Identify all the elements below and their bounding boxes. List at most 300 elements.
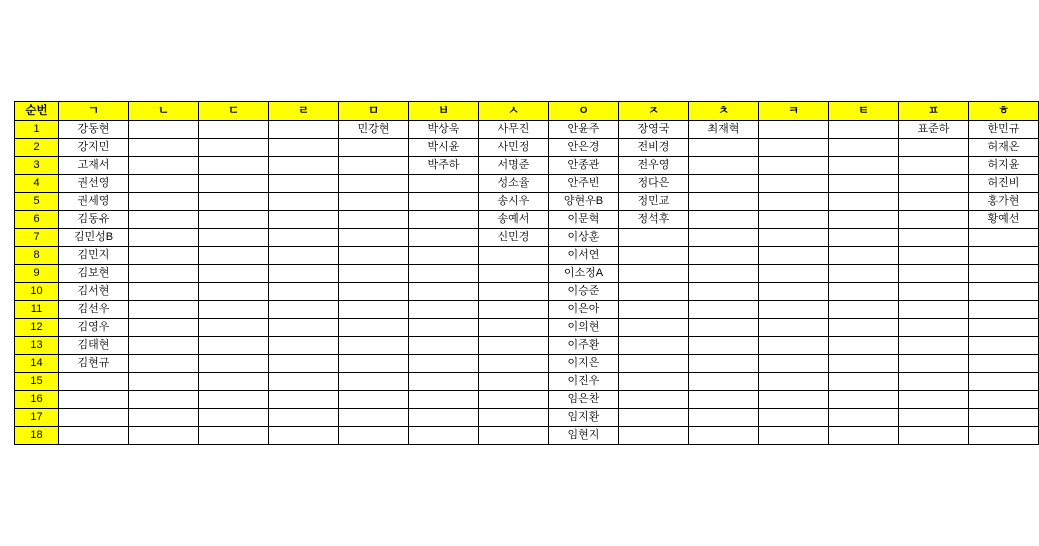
row-number-cell[interactable]: 8 bbox=[15, 247, 59, 265]
name-cell[interactable] bbox=[269, 283, 339, 301]
table-row bbox=[15, 211, 1039, 229]
name-cell[interactable] bbox=[759, 229, 829, 247]
name-cell[interactable] bbox=[969, 373, 1039, 391]
name-cell[interactable] bbox=[479, 337, 549, 355]
row-number-cell[interactable]: 14 bbox=[15, 355, 59, 373]
name-cell[interactable] bbox=[619, 355, 689, 373]
name-cell[interactable]: 김선우 bbox=[59, 301, 129, 319]
name-cell[interactable] bbox=[199, 391, 269, 409]
name-cell[interactable]: 허지윤 bbox=[969, 157, 1039, 175]
name-cell[interactable] bbox=[269, 247, 339, 265]
row-number-cell[interactable]: 16 bbox=[15, 391, 59, 409]
name-cell[interactable] bbox=[269, 373, 339, 391]
name-cell[interactable] bbox=[339, 301, 409, 319]
name-cell[interactable] bbox=[409, 427, 479, 445]
name-cell[interactable] bbox=[829, 121, 899, 139]
name-cell[interactable]: 사무진 bbox=[479, 121, 549, 139]
name-cell[interactable] bbox=[129, 175, 199, 193]
name-cell[interactable] bbox=[759, 265, 829, 283]
column-header-13[interactable]: ㅍ bbox=[899, 102, 969, 121]
name-cell[interactable] bbox=[269, 301, 339, 319]
table-row bbox=[15, 247, 1039, 265]
name-cell[interactable] bbox=[899, 157, 969, 175]
name-cell[interactable] bbox=[339, 373, 409, 391]
name-cell[interactable] bbox=[829, 427, 899, 445]
name-cell[interactable] bbox=[409, 229, 479, 247]
name-cell[interactable] bbox=[759, 355, 829, 373]
table-row bbox=[15, 265, 1039, 283]
name-cell[interactable] bbox=[199, 229, 269, 247]
name-cell[interactable] bbox=[689, 337, 759, 355]
column-header-8[interactable]: ㅇ bbox=[549, 102, 619, 121]
name-cell[interactable] bbox=[689, 211, 759, 229]
column-header-9[interactable]: ㅈ bbox=[619, 102, 689, 121]
name-cell[interactable]: 정석후 bbox=[619, 211, 689, 229]
row-number-cell[interactable]: 18 bbox=[15, 427, 59, 445]
row-number-cell[interactable]: 7 bbox=[15, 229, 59, 247]
name-cell[interactable] bbox=[129, 139, 199, 157]
name-cell[interactable] bbox=[339, 409, 409, 427]
name-cell[interactable] bbox=[269, 157, 339, 175]
name-cell[interactable]: 김현규 bbox=[59, 355, 129, 373]
name-cell[interactable] bbox=[899, 247, 969, 265]
name-cell[interactable] bbox=[969, 409, 1039, 427]
name-cell[interactable] bbox=[339, 247, 409, 265]
name-cell[interactable] bbox=[409, 409, 479, 427]
name-cell[interactable] bbox=[129, 121, 199, 139]
name-cell[interactable] bbox=[969, 427, 1039, 445]
row-number-cell[interactable]: 17 bbox=[15, 409, 59, 427]
name-cell[interactable]: 박주하 bbox=[409, 157, 479, 175]
name-cell[interactable] bbox=[969, 301, 1039, 319]
row-number-cell[interactable]: 2 bbox=[15, 139, 59, 157]
name-cell[interactable] bbox=[899, 319, 969, 337]
name-cell[interactable] bbox=[619, 229, 689, 247]
name-cell[interactable] bbox=[339, 337, 409, 355]
name-cell[interactable] bbox=[199, 355, 269, 373]
name-cell[interactable] bbox=[899, 193, 969, 211]
table-row bbox=[15, 427, 1039, 445]
name-cell[interactable]: 김서현 bbox=[59, 283, 129, 301]
name-cell[interactable] bbox=[129, 265, 199, 283]
name-cell[interactable] bbox=[269, 121, 339, 139]
column-header-5[interactable]: ㅁ bbox=[339, 102, 409, 121]
column-header-0[interactable]: 순번 bbox=[15, 102, 59, 121]
name-cell[interactable]: 이진우 bbox=[549, 373, 619, 391]
name-cell[interactable] bbox=[339, 211, 409, 229]
name-cell[interactable] bbox=[829, 355, 899, 373]
row-number-cell[interactable]: 12 bbox=[15, 319, 59, 337]
name-cell[interactable]: 고재서 bbox=[59, 157, 129, 175]
row-number-cell[interactable]: 4 bbox=[15, 175, 59, 193]
name-cell[interactable] bbox=[619, 427, 689, 445]
name-cell[interactable]: 사민정 bbox=[479, 139, 549, 157]
name-cell[interactable] bbox=[759, 337, 829, 355]
name-cell[interactable] bbox=[899, 373, 969, 391]
name-cell[interactable] bbox=[899, 337, 969, 355]
name-cell[interactable] bbox=[689, 247, 759, 265]
name-cell[interactable] bbox=[689, 139, 759, 157]
name-cell[interactable] bbox=[689, 427, 759, 445]
name-cell[interactable] bbox=[269, 139, 339, 157]
name-cell[interactable] bbox=[409, 283, 479, 301]
name-cell[interactable] bbox=[339, 229, 409, 247]
name-cell[interactable]: 박시윤 bbox=[409, 139, 479, 157]
name-cell[interactable]: 강동현 bbox=[59, 121, 129, 139]
name-cell[interactable] bbox=[129, 301, 199, 319]
name-cell[interactable] bbox=[969, 229, 1039, 247]
name-cell[interactable] bbox=[199, 157, 269, 175]
name-cell[interactable] bbox=[619, 337, 689, 355]
name-cell[interactable] bbox=[759, 373, 829, 391]
name-cell[interactable] bbox=[689, 319, 759, 337]
column-header-3[interactable]: ㄷ bbox=[199, 102, 269, 121]
name-cell[interactable]: 허재온 bbox=[969, 139, 1039, 157]
column-header-7[interactable]: ㅅ bbox=[479, 102, 549, 121]
name-cell[interactable] bbox=[759, 427, 829, 445]
name-cell[interactable] bbox=[829, 319, 899, 337]
name-cell[interactable]: 정민교 bbox=[619, 193, 689, 211]
name-cell[interactable] bbox=[199, 193, 269, 211]
name-cell[interactable] bbox=[129, 409, 199, 427]
name-cell[interactable] bbox=[129, 157, 199, 175]
name-cell[interactable] bbox=[129, 355, 199, 373]
name-cell[interactable] bbox=[829, 337, 899, 355]
name-cell[interactable]: 이문혁 bbox=[549, 211, 619, 229]
name-cell[interactable] bbox=[759, 193, 829, 211]
name-cell[interactable]: 김보현 bbox=[59, 265, 129, 283]
name-cell[interactable] bbox=[969, 355, 1039, 373]
name-cell[interactable]: 이주환 bbox=[549, 337, 619, 355]
name-cell[interactable] bbox=[199, 247, 269, 265]
name-cell[interactable] bbox=[689, 355, 759, 373]
name-cell[interactable] bbox=[619, 283, 689, 301]
name-cell[interactable] bbox=[899, 355, 969, 373]
name-cell[interactable] bbox=[619, 319, 689, 337]
table-row bbox=[15, 121, 1039, 139]
name-cell[interactable] bbox=[899, 229, 969, 247]
name-cell[interactable]: 권선영 bbox=[59, 175, 129, 193]
name-cell[interactable] bbox=[759, 409, 829, 427]
name-cell[interactable] bbox=[269, 175, 339, 193]
row-number-cell[interactable]: 10 bbox=[15, 283, 59, 301]
name-cell[interactable] bbox=[899, 265, 969, 283]
name-cell[interactable] bbox=[759, 301, 829, 319]
name-cell[interactable] bbox=[969, 337, 1039, 355]
name-cell[interactable] bbox=[829, 373, 899, 391]
name-cell[interactable] bbox=[759, 391, 829, 409]
name-cell[interactable] bbox=[199, 175, 269, 193]
name-cell[interactable] bbox=[479, 355, 549, 373]
name-cell[interactable] bbox=[269, 409, 339, 427]
name-cell[interactable]: 신민경 bbox=[479, 229, 549, 247]
column-header-1[interactable]: ㄱ bbox=[59, 102, 129, 121]
name-cell[interactable] bbox=[269, 265, 339, 283]
name-cell[interactable] bbox=[269, 337, 339, 355]
name-cell[interactable] bbox=[619, 391, 689, 409]
name-cell[interactable] bbox=[689, 409, 759, 427]
name-cell[interactable] bbox=[689, 229, 759, 247]
name-cell[interactable]: 송시우 bbox=[479, 193, 549, 211]
row-number-cell[interactable]: 6 bbox=[15, 211, 59, 229]
name-cell[interactable] bbox=[969, 391, 1039, 409]
name-cell[interactable] bbox=[59, 391, 129, 409]
name-cell[interactable] bbox=[129, 211, 199, 229]
name-cell[interactable]: 안은경 bbox=[549, 139, 619, 157]
name-cell[interactable] bbox=[689, 283, 759, 301]
name-cell[interactable]: 표준하 bbox=[899, 121, 969, 139]
name-cell[interactable]: 권세영 bbox=[59, 193, 129, 211]
row-number-cell[interactable]: 11 bbox=[15, 301, 59, 319]
name-cell[interactable] bbox=[129, 229, 199, 247]
name-cell[interactable] bbox=[199, 319, 269, 337]
column-header-6[interactable]: ㅂ bbox=[409, 102, 479, 121]
table-row bbox=[15, 175, 1039, 193]
name-cell[interactable] bbox=[129, 247, 199, 265]
name-cell[interactable]: 이의현 bbox=[549, 319, 619, 337]
name-cell[interactable] bbox=[409, 373, 479, 391]
name-cell[interactable]: 안주빈 bbox=[549, 175, 619, 193]
name-cell[interactable]: 황예선 bbox=[969, 211, 1039, 229]
column-header-12[interactable]: ㅌ bbox=[829, 102, 899, 121]
row-number-cell[interactable]: 1 bbox=[15, 121, 59, 139]
column-header-14[interactable]: ㅎ bbox=[969, 102, 1039, 121]
name-cell[interactable]: 이소정A bbox=[549, 265, 619, 283]
name-cell[interactable] bbox=[199, 427, 269, 445]
name-cell[interactable] bbox=[59, 373, 129, 391]
name-cell[interactable] bbox=[199, 301, 269, 319]
name-cell[interactable] bbox=[479, 427, 549, 445]
name-cell[interactable] bbox=[199, 283, 269, 301]
name-cell[interactable]: 김영우 bbox=[59, 319, 129, 337]
column-header-11[interactable]: ㅋ bbox=[759, 102, 829, 121]
name-cell[interactable] bbox=[409, 391, 479, 409]
name-cell[interactable]: 이서연 bbox=[549, 247, 619, 265]
name-cell[interactable] bbox=[899, 409, 969, 427]
name-cell[interactable] bbox=[199, 121, 269, 139]
name-cell[interactable] bbox=[899, 211, 969, 229]
name-cell[interactable]: 이상훈 bbox=[549, 229, 619, 247]
name-cell[interactable] bbox=[689, 301, 759, 319]
name-cell[interactable] bbox=[59, 427, 129, 445]
name-cell[interactable] bbox=[829, 157, 899, 175]
name-cell[interactable] bbox=[899, 391, 969, 409]
name-cell[interactable] bbox=[269, 193, 339, 211]
name-cell[interactable]: 한민규 bbox=[969, 121, 1039, 139]
name-cell[interactable] bbox=[479, 265, 549, 283]
name-cell[interactable]: 강지민 bbox=[59, 139, 129, 157]
name-cell[interactable] bbox=[759, 139, 829, 157]
name-cell[interactable] bbox=[829, 139, 899, 157]
name-cell[interactable]: 박상욱 bbox=[409, 121, 479, 139]
name-cell[interactable]: 전우영 bbox=[619, 157, 689, 175]
name-cell[interactable] bbox=[129, 427, 199, 445]
name-cell[interactable]: 김태현 bbox=[59, 337, 129, 355]
name-cell[interactable] bbox=[899, 427, 969, 445]
name-cell[interactable]: 임지환 bbox=[549, 409, 619, 427]
name-cell[interactable] bbox=[479, 283, 549, 301]
name-cell[interactable] bbox=[829, 211, 899, 229]
table-row bbox=[15, 157, 1039, 175]
name-cell[interactable] bbox=[829, 193, 899, 211]
name-cell[interactable] bbox=[619, 265, 689, 283]
name-cell[interactable] bbox=[829, 247, 899, 265]
column-header-2[interactable]: ㄴ bbox=[129, 102, 199, 121]
name-cell[interactable] bbox=[759, 211, 829, 229]
name-cell[interactable]: 송예서 bbox=[479, 211, 549, 229]
name-cell[interactable]: 이승준 bbox=[549, 283, 619, 301]
name-cell[interactable] bbox=[409, 319, 479, 337]
row-number-cell[interactable]: 3 bbox=[15, 157, 59, 175]
row-number-cell[interactable]: 13 bbox=[15, 337, 59, 355]
name-cell[interactable] bbox=[339, 139, 409, 157]
name-cell[interactable] bbox=[899, 283, 969, 301]
name-cell[interactable] bbox=[689, 373, 759, 391]
name-cell[interactable] bbox=[479, 247, 549, 265]
name-cell[interactable] bbox=[899, 175, 969, 193]
name-cell[interactable] bbox=[269, 355, 339, 373]
name-cell[interactable] bbox=[59, 409, 129, 427]
name-cell[interactable] bbox=[899, 139, 969, 157]
name-cell[interactable]: 김민성B bbox=[59, 229, 129, 247]
table-row bbox=[15, 355, 1039, 373]
table-row bbox=[15, 301, 1039, 319]
table-body bbox=[15, 121, 1039, 445]
name-cell[interactable] bbox=[899, 301, 969, 319]
name-cell[interactable] bbox=[619, 301, 689, 319]
name-cell[interactable] bbox=[409, 247, 479, 265]
name-cell[interactable] bbox=[339, 175, 409, 193]
name-cell[interactable] bbox=[689, 157, 759, 175]
name-cell[interactable] bbox=[339, 193, 409, 211]
name-cell[interactable] bbox=[129, 283, 199, 301]
column-header-4[interactable]: ㄹ bbox=[269, 102, 339, 121]
name-cell[interactable] bbox=[199, 139, 269, 157]
name-cell[interactable] bbox=[409, 337, 479, 355]
name-cell[interactable] bbox=[339, 355, 409, 373]
name-cell[interactable] bbox=[269, 211, 339, 229]
name-cell[interactable] bbox=[969, 283, 1039, 301]
name-cell[interactable]: 최재혁 bbox=[689, 121, 759, 139]
row-number-cell[interactable]: 5 bbox=[15, 193, 59, 211]
name-cell[interactable]: 임은찬 bbox=[549, 391, 619, 409]
name-cell[interactable] bbox=[759, 157, 829, 175]
name-cell[interactable]: 허진비 bbox=[969, 175, 1039, 193]
name-cell[interactable]: 임현지 bbox=[549, 427, 619, 445]
name-cell[interactable] bbox=[759, 121, 829, 139]
table-row bbox=[15, 409, 1039, 427]
name-cell[interactable] bbox=[479, 301, 549, 319]
name-cell[interactable] bbox=[829, 283, 899, 301]
name-cell[interactable] bbox=[689, 193, 759, 211]
name-cell[interactable] bbox=[129, 337, 199, 355]
name-cell[interactable] bbox=[829, 391, 899, 409]
name-cell[interactable] bbox=[409, 193, 479, 211]
name-cell[interactable] bbox=[269, 391, 339, 409]
name-cell[interactable] bbox=[339, 319, 409, 337]
name-cell[interactable] bbox=[689, 175, 759, 193]
name-cell[interactable]: 안종관 bbox=[549, 157, 619, 175]
name-cell[interactable]: 장영국 bbox=[619, 121, 689, 139]
name-cell[interactable] bbox=[829, 409, 899, 427]
name-cell[interactable] bbox=[619, 373, 689, 391]
name-cell[interactable] bbox=[339, 391, 409, 409]
name-cell[interactable] bbox=[409, 211, 479, 229]
name-cell[interactable] bbox=[199, 373, 269, 391]
name-cell[interactable] bbox=[479, 373, 549, 391]
name-cell[interactable]: 김민지 bbox=[59, 247, 129, 265]
name-cell[interactable] bbox=[829, 265, 899, 283]
name-cell[interactable]: 이은아 bbox=[549, 301, 619, 319]
name-cell[interactable] bbox=[829, 301, 899, 319]
name-cell[interactable]: 정다은 bbox=[619, 175, 689, 193]
name-cell[interactable] bbox=[199, 337, 269, 355]
name-cell[interactable] bbox=[409, 265, 479, 283]
name-cell[interactable] bbox=[689, 391, 759, 409]
name-cell[interactable] bbox=[409, 175, 479, 193]
name-cell[interactable] bbox=[199, 265, 269, 283]
table-row bbox=[15, 193, 1039, 211]
name-cell[interactable] bbox=[619, 409, 689, 427]
name-cell[interactable] bbox=[269, 229, 339, 247]
row-number-cell[interactable]: 9 bbox=[15, 265, 59, 283]
name-cell[interactable] bbox=[969, 319, 1039, 337]
table-row bbox=[15, 337, 1039, 355]
name-cell[interactable] bbox=[409, 355, 479, 373]
name-cell[interactable]: 성소율 bbox=[479, 175, 549, 193]
name-cell[interactable]: 서명준 bbox=[479, 157, 549, 175]
name-cell[interactable] bbox=[969, 247, 1039, 265]
name-cell[interactable] bbox=[269, 427, 339, 445]
name-cell[interactable]: 민강현 bbox=[339, 121, 409, 139]
name-cell[interactable] bbox=[479, 319, 549, 337]
name-cell[interactable]: 홍가현 bbox=[969, 193, 1039, 211]
name-cell[interactable] bbox=[199, 211, 269, 229]
table-header-row bbox=[15, 102, 1039, 121]
name-cell[interactable] bbox=[129, 319, 199, 337]
name-cell[interactable] bbox=[829, 175, 899, 193]
name-cell[interactable] bbox=[479, 409, 549, 427]
name-cell[interactable]: 전비경 bbox=[619, 139, 689, 157]
name-cell[interactable] bbox=[269, 319, 339, 337]
name-cell[interactable]: 안윤주 bbox=[549, 121, 619, 139]
name-cell[interactable] bbox=[339, 157, 409, 175]
name-cell[interactable] bbox=[759, 283, 829, 301]
name-cell[interactable] bbox=[129, 373, 199, 391]
table-row bbox=[15, 391, 1039, 409]
name-cell[interactable] bbox=[759, 175, 829, 193]
row-number-cell[interactable]: 15 bbox=[15, 373, 59, 391]
name-cell[interactable] bbox=[339, 265, 409, 283]
name-cell[interactable] bbox=[689, 265, 759, 283]
name-cell[interactable] bbox=[129, 193, 199, 211]
name-cell[interactable]: 이지은 bbox=[549, 355, 619, 373]
name-cell[interactable] bbox=[479, 391, 549, 409]
name-cell[interactable] bbox=[339, 283, 409, 301]
name-cell[interactable] bbox=[969, 265, 1039, 283]
name-cell[interactable] bbox=[759, 319, 829, 337]
column-header-10[interactable]: ㅊ bbox=[689, 102, 759, 121]
name-cell[interactable] bbox=[759, 247, 829, 265]
name-cell[interactable]: 양현우B bbox=[549, 193, 619, 211]
name-cell[interactable] bbox=[409, 301, 479, 319]
name-cell[interactable] bbox=[199, 409, 269, 427]
name-cell[interactable] bbox=[339, 427, 409, 445]
name-cell[interactable] bbox=[829, 229, 899, 247]
name-cell[interactable] bbox=[619, 247, 689, 265]
name-cell[interactable] bbox=[129, 391, 199, 409]
name-cell[interactable]: 김동유 bbox=[59, 211, 129, 229]
